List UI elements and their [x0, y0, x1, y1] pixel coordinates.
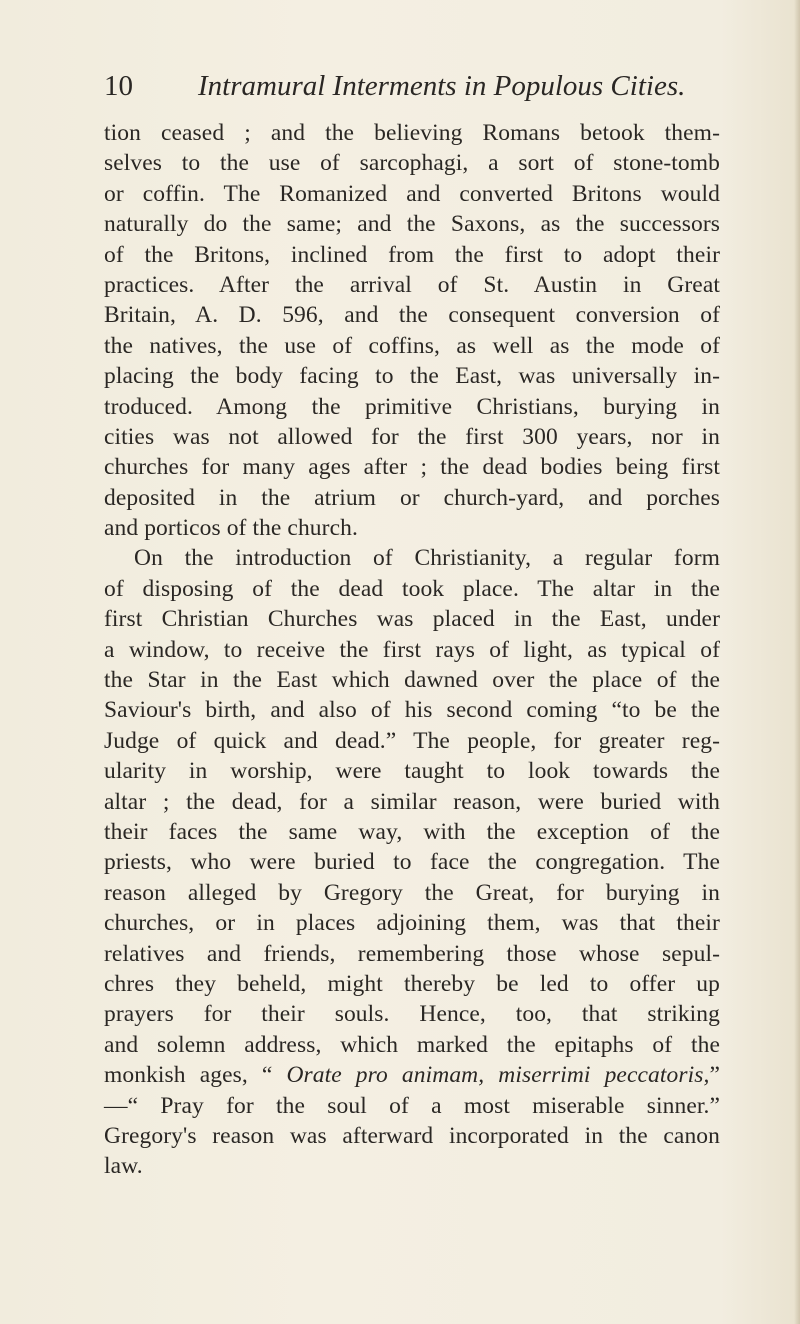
running-head [104, 66, 724, 106]
page-edge-shadow [794, 0, 800, 1324]
text-line: selves to the use of sarcophagi, a sort of stone-tomb [104, 150, 720, 177]
text-line: priests, who were buried to face the congregation. The [104, 849, 720, 876]
text-line: —“ Pray for the soul of a most miserable sinner.” [104, 1092, 720, 1119]
text-line: of the Britons, inclined from the first to adopt their [104, 241, 720, 268]
text-line: and porticos of the church. [104, 515, 358, 542]
text-line: practices. After the arrival of St. Austin in Great [104, 271, 720, 298]
text-line: ularity in worship, were taught to look towards the [104, 758, 720, 785]
text-line: cities was not allowed for the first 300 years, nor in [104, 423, 720, 450]
body-text [104, 118, 720, 1182]
page-number: 10 [104, 70, 133, 102]
running-title: Intramural Interments in Populous Cities. [198, 70, 686, 102]
text-line: Gregory's reason was afterward incorporated in the canon [104, 1122, 720, 1149]
text-line: relatives and friends, remembering those whose sepul- [104, 940, 720, 967]
text-line: the Star in the East which dawned over the place of the [104, 667, 720, 694]
text-line: their faces the same way, with the exception of the [104, 818, 720, 845]
text-line: prayers for their souls. Hence, too, that striking [104, 1001, 720, 1028]
text-line: Judge of quick and dead.” The people, for greater reg- [104, 727, 720, 754]
text-line: a window, to receive the first rays of light, as typical of [104, 636, 720, 663]
text-line: naturally do the same; and the Saxons, as the successors [104, 211, 720, 238]
text-line: altar ; the dead, for a similar reason, were buried with [104, 788, 720, 815]
text-line: Saviour's birth, and also of his second coming “to be the [104, 697, 720, 724]
text-line: or coffin. The Romanized and converted Britons would [104, 180, 720, 207]
latin-epitaph: Orate pro animam, miserrimi peccatoris, [286, 1062, 710, 1089]
text-line: placing the body facing to the East, was universally in- [104, 363, 720, 390]
text-line: tion ceased ; and the believing Romans betook them- [104, 120, 720, 146]
text-line: law. [104, 1153, 143, 1180]
text-line: churches, or in places adjoining them, was that their [104, 910, 720, 937]
text-line: troduced. Among the primitive Christians, burying in [104, 393, 720, 420]
text-line: the natives, the use of coffins, as well as the mode of [104, 332, 720, 359]
text-line: first Christian Churches was placed in the East, under [104, 606, 720, 633]
text-line: reason alleged by Gregory the Great, for burying in [104, 879, 720, 906]
text-fragment: monkish ages, “ [104, 1062, 287, 1089]
text-line-with-latin [104, 1060, 720, 1090]
text-fragment: ” [709, 1062, 720, 1089]
text-line: Britain, A. D. 596, and the consequent conversion of [104, 302, 720, 329]
text-line: deposited in the atrium or church-yard, and porches [104, 484, 720, 511]
text-line: chres they beheld, might thereby be led to offer up [104, 970, 720, 997]
text-line: of disposing of the dead took place. The altar in the [104, 575, 720, 602]
text-line: and solemn address, which marked the epitaphs of the [104, 1031, 720, 1058]
text-line: churches for many ages after ; the dead bodies being first [104, 454, 720, 481]
paragraph-start-line: On the introduction of Christianity, a regular form [134, 545, 720, 572]
